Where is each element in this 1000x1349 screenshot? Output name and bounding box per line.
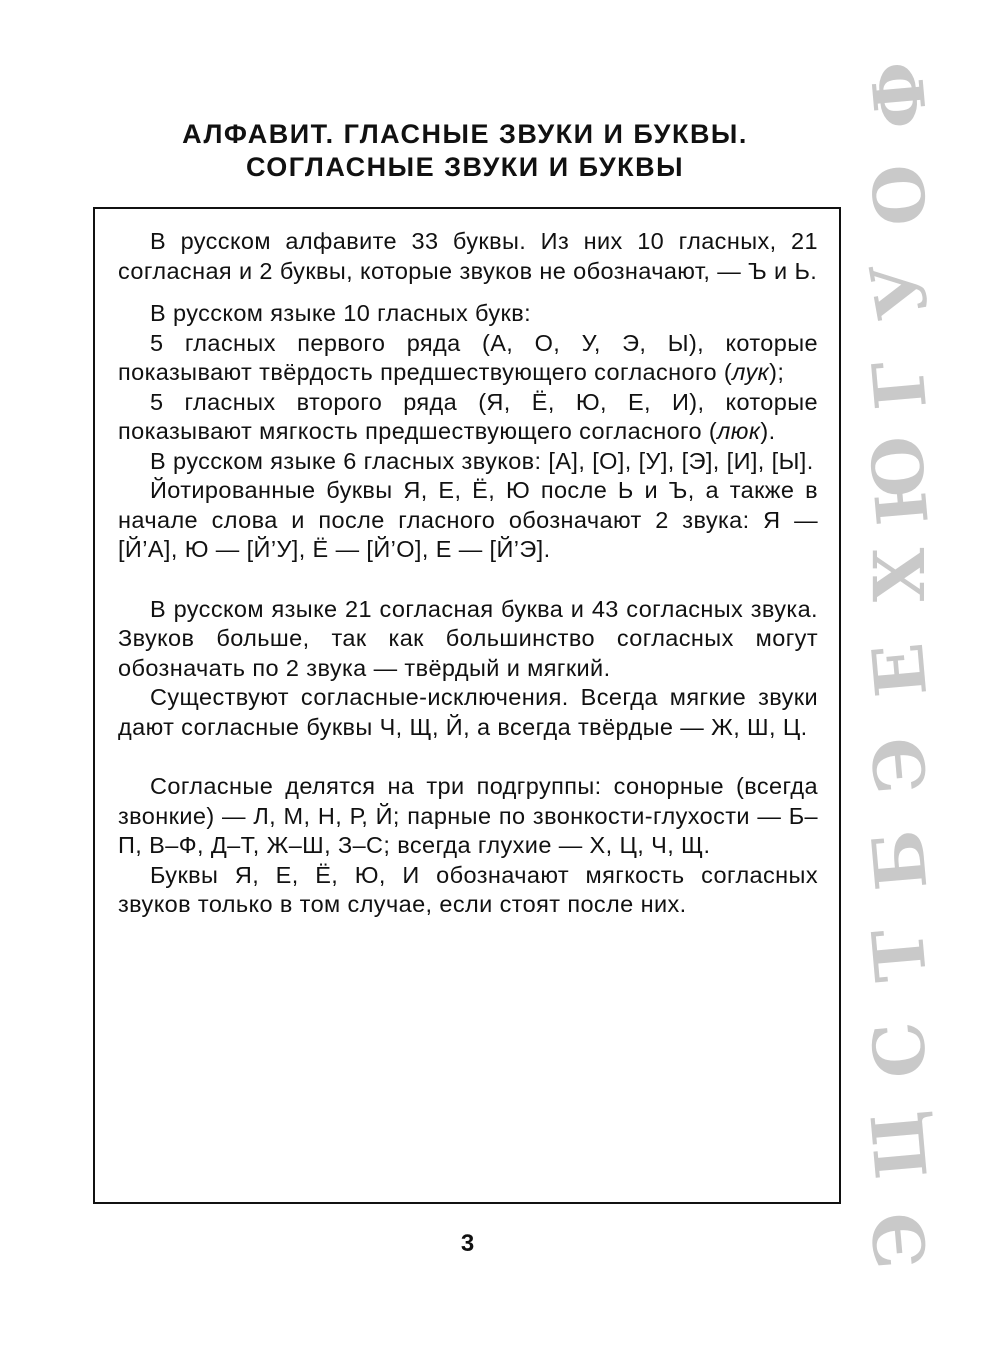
- paragraph-vowel-sounds: В русском языке 6 гласных звуков: [А], [О], [У], [Э], [И], [Ы].: [150, 447, 814, 474]
- page-title-line-1: АЛФАВИТ. ГЛАСНЫЕ ЗВУКИ И БУКВЫ.: [182, 119, 748, 149]
- decorative-letter: Ю: [854, 431, 945, 529]
- decorative-letter: Э: [855, 733, 944, 797]
- paragraph-consonant-exceptions: Существуют согласные-исключения. Всегда мягкие звуки дают согласные буквы Ч, Щ, Й, а всегда твёрдые — Ж, Ш, Ц.: [118, 684, 818, 740]
- decorative-letter: С: [855, 1018, 944, 1082]
- paragraph-consonant-subgroups: Согласные делятся на три подгруппы: сонорные (всегда звонкие) — Л, М, Н, Р, Й; парные по звонкости-глухости — Б–П, В–Ф, Д–Т, Ж–Ш, З–С; всегда глухие — Х, Ц, Ч, Щ.: [118, 773, 818, 858]
- decorative-letter: Г: [856, 357, 943, 413]
- rules-box: [93, 207, 841, 1204]
- page-number: 3: [460, 1230, 475, 1257]
- paragraph-vowel-letters: В русском языке 10 гласных букв:: [150, 300, 532, 326]
- page-title-line-2: СОГЛАСНЫЕ ЗВУКИ И БУКВЫ: [245, 152, 685, 182]
- paragraph-softness-letters: Буквы Я, Е, Ё, Ю, И обозначают мягкость согласных звуков только в том случае, если стоят после них.: [118, 861, 818, 917]
- paragraph-first-row-vowels: [118, 329, 818, 388]
- paragraph-second-row-end: ).: [760, 418, 776, 444]
- example-word-luk: лук: [732, 359, 770, 385]
- paragraph-iotated-letters: Йотированные буквы Я, Е, Ё, Ю после Ь и Ъ, а также в начале слова и после гласного обозначают 2 звука: Я — [Й’А], Ю — [Й’У], Ё — [Й’О], Е — [Й’Э].: [118, 477, 818, 562]
- decorative-letter: Е: [855, 639, 944, 701]
- decorative-letter: У: [853, 254, 946, 326]
- decorative-letter: Э: [855, 1208, 944, 1272]
- paragraph-first-row-text: 5 гласных первого ряда (А, О, У, Э, Ы), которые показывают твёрдость предшествующего согласного (: [118, 329, 818, 385]
- decorative-letter: Ф: [855, 58, 944, 132]
- paragraph-first-row-end: );: [769, 359, 785, 385]
- paragraph-consonant-count: В русском языке 21 согласная буква и 43 согласных звука. Звуков больше, так как большинство согласных могут обозначать по 2 звука — твёрдый и мягкий.: [118, 595, 818, 681]
- decorative-letter-strip: [850, 60, 980, 1300]
- decorative-letter: Х: [858, 547, 941, 603]
- decorative-letter: Т: [855, 925, 944, 985]
- decorative-letter: Ц: [855, 1107, 944, 1183]
- rules-text: [118, 227, 818, 920]
- decorative-letter: О: [855, 161, 944, 230]
- paragraph-second-row-text: 5 гласных второго ряда (Я, Ё, Ю, Е, И), которые показывают мягкость предшествующего согласного (: [118, 388, 818, 444]
- paragraph-alphabet-count: В русском алфавите 33 буквы. Из них 10 гласных, 21 согласная и 2 буквы, которые звуков не обозначают, — Ъ и Ь.: [118, 228, 818, 284]
- example-word-lyuk: люк: [717, 418, 761, 444]
- page-title: [90, 118, 840, 184]
- paragraph-second-row-vowels: [118, 388, 818, 447]
- decorative-letter: Б: [855, 826, 944, 894]
